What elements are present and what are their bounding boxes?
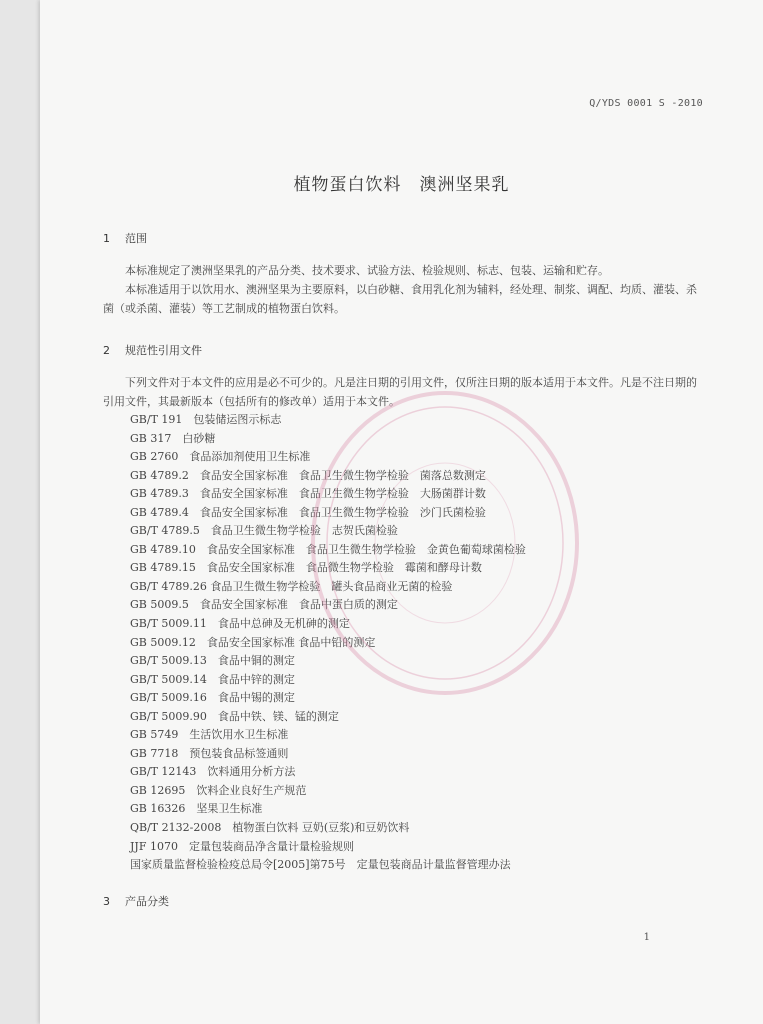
section-title: 规范性引用文件 — [125, 344, 202, 357]
reference-item: GB 4789.2 食品安全国家标准 食品卫生微生物学检验 菌落总数测定 — [130, 468, 486, 482]
reference-item: GB/T 4789.5 食品卫生微生物学检验 志贺氏菌检验 — [130, 524, 398, 538]
reference-item: GB/T 12143 饮料通用分析方法 — [130, 765, 296, 779]
reference-item: GB/T 5009.90 食品中铁、镁、锰的测定 — [130, 709, 339, 723]
section-title: 产品分类 — [125, 895, 169, 908]
reference-item: GB 12695 饮料企业良好生产规范 — [130, 783, 307, 797]
reference-item: 国家质量监督检验检疫总局令[2005]第75号 定量包装商品计量监督管理办法 — [130, 858, 511, 872]
reference-item: GB 2760 食品添加剂使用卫生标准 — [130, 450, 311, 464]
reference-item: GB/T 5009.16 食品中锡的测定 — [130, 691, 295, 705]
references-intro-paragraph: 下列文件对于本文件的应用是必不可少的。凡是注日期的引用文件，仅所注日期的版本适用于本文件。凡是不注日期的引用文件，其最新版本（包括所有的修改单）适用于本文件。 — [103, 376, 697, 408]
reference-item: GB 5009.5 食品安全国家标准 食品中蛋白质的测定 — [130, 598, 398, 612]
document-page — [40, 0, 763, 1024]
reference-item: GB/T 5009.11 食品中总砷及无机砷的测定 — [130, 617, 350, 631]
reference-item: GB 5749 生活饮用水卫生标准 — [130, 728, 289, 742]
section-title: 范围 — [125, 232, 147, 245]
reference-item: GB 4789.15 食品安全国家标准 食品微生物学检验 霉菌和酵母计数 — [130, 561, 482, 575]
reference-item: GB 4789.4 食品安全国家标准 食品卫生微生物学检验 沙门氏菌检验 — [130, 505, 486, 519]
reference-item: JJF 1070 定量包装商品净含量计量检验规则 — [130, 839, 354, 853]
section-heading-scope — [103, 230, 147, 246]
scope-paragraph-2: 本标准适用于以饮用水、澳洲坚果为主要原料，以白砂糖、食用乳化剂为辅料，经处理、制浆、调配、均质、灌装、杀菌（或杀菌、灌装）等工艺制成的植物蛋白饮料。 — [103, 283, 697, 315]
reference-item: GB 4789.3 食品安全国家标准 食品卫生微生物学检验 大肠菌群计数 — [130, 487, 486, 501]
section-heading-normative-references — [103, 342, 202, 358]
section-number: 1 — [103, 232, 110, 245]
reference-list — [130, 411, 526, 875]
reference-item: GB/T 4789.26 食品卫生微生物学检验 罐头食品商业无菌的检验 — [130, 579, 453, 593]
reference-item: GB/T 5009.14 食品中锌的测定 — [130, 672, 295, 686]
document-code: Q/YDS 0001 S -2010 — [589, 98, 703, 109]
reference-item: QB/T 2132-2008 植物蛋白饮料 豆奶(豆浆)和豆奶饮料 — [130, 821, 410, 835]
reference-item: GB 16326 坚果卫生标准 — [130, 802, 263, 816]
section-number: 3 — [103, 895, 110, 908]
section-number: 2 — [103, 344, 110, 357]
document-title: 植物蛋白饮料 澳洲坚果乳 — [293, 175, 510, 195]
reference-item: GB 7718 预包装食品标签通则 — [130, 746, 289, 760]
page-number: 1 — [643, 932, 650, 943]
reference-item: GB 317 白砂糖 — [130, 431, 216, 445]
section-heading-product-classification — [103, 893, 169, 909]
reference-item: GB/T 5009.13 食品中铜的测定 — [130, 654, 295, 668]
reference-item: GB/T 191 包装储运图示标志 — [130, 413, 282, 426]
scope-paragraph-1: 本标准规定了澳洲坚果乳的产品分类、技术要求、试验方法、检验规则、标志、包装、运输和贮存。 — [125, 264, 609, 277]
reference-item: GB 4789.10 食品安全国家标准 食品卫生微生物学检验 金黄色葡萄球菌检验 — [130, 542, 526, 556]
reference-item: GB 5009.12 食品安全国家标准 食品中铅的测定 — [130, 635, 376, 649]
